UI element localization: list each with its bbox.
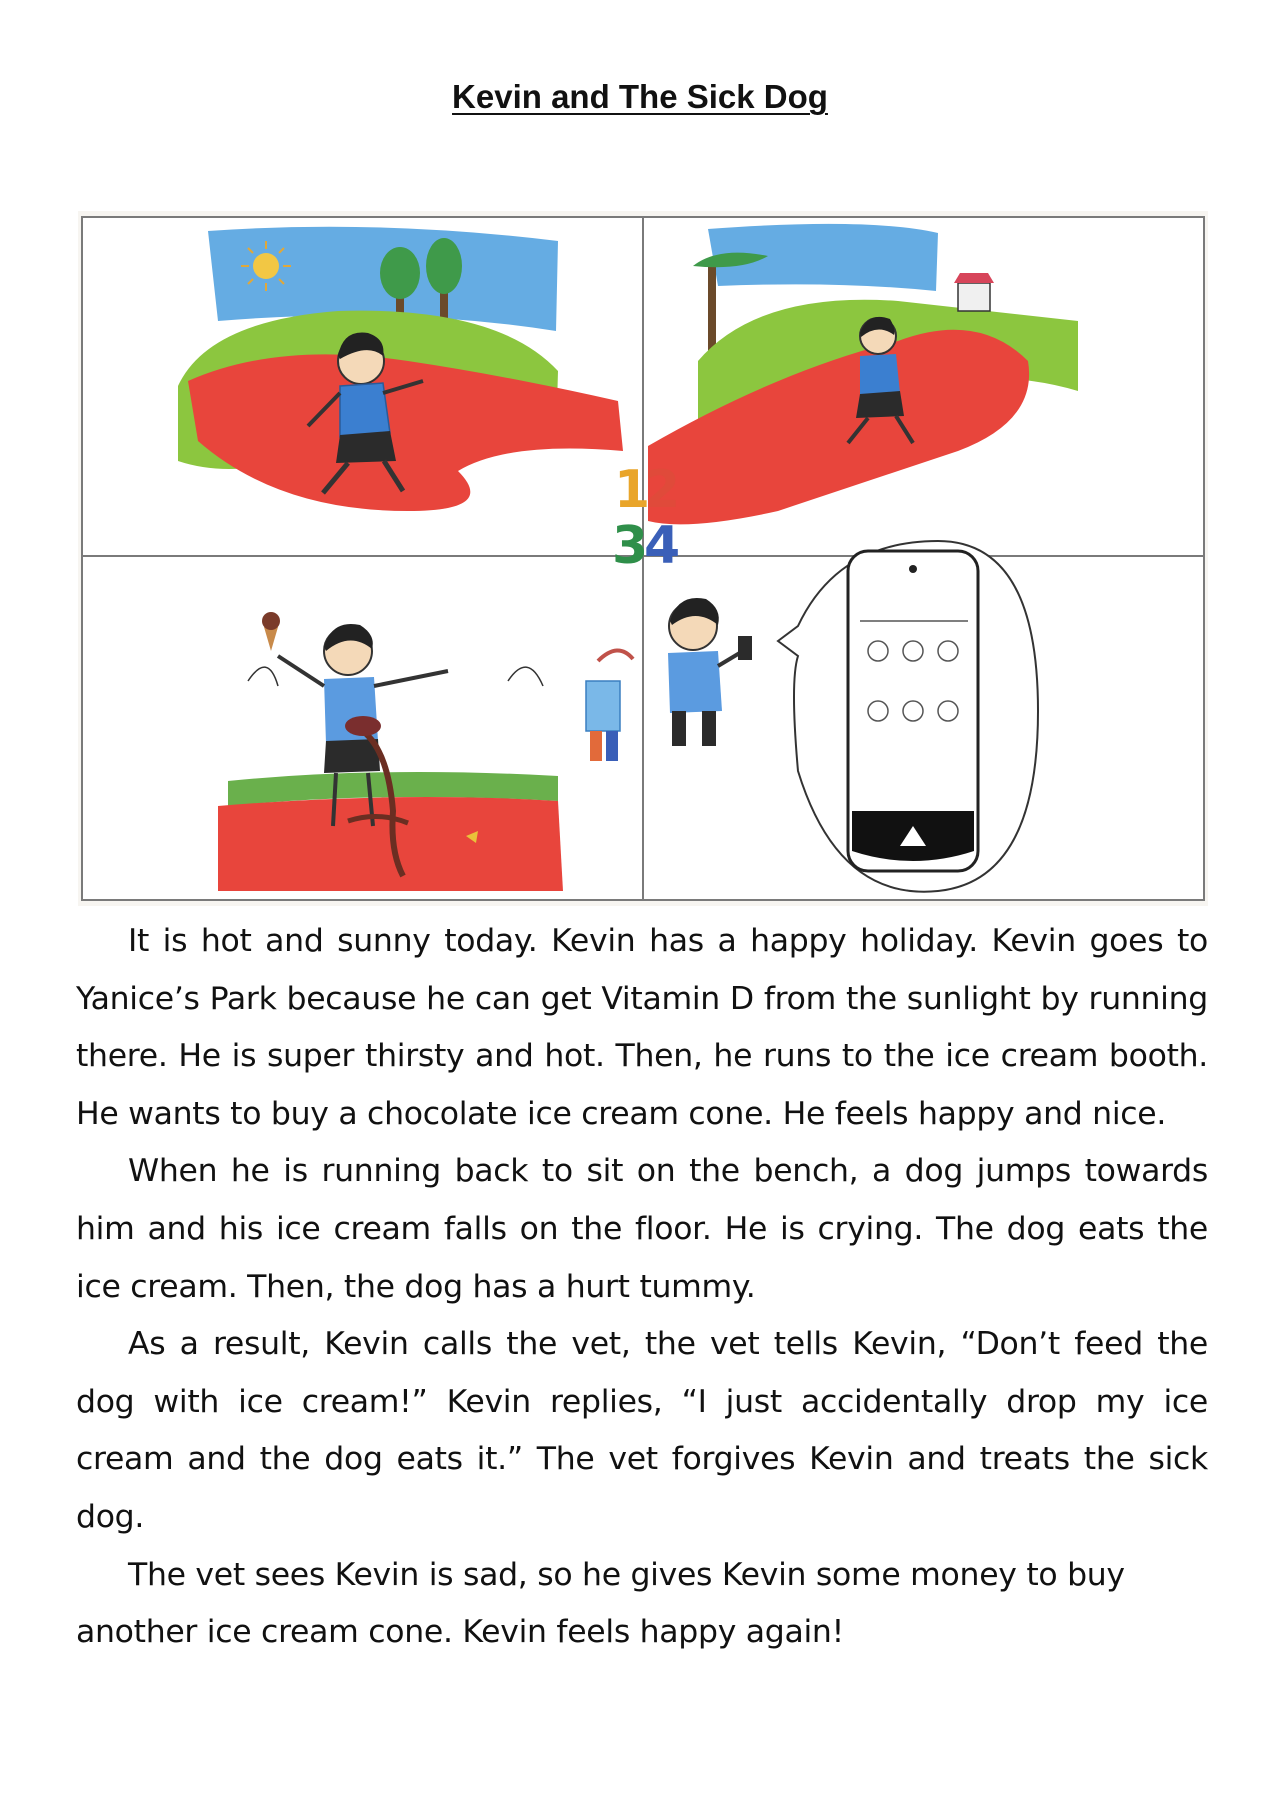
panel-number-2: 2: [644, 460, 681, 520]
story-illustration: [78, 211, 1208, 906]
four-panel-drawing: [78, 211, 1208, 906]
story-paragraph: As a result, Kevin calls the vet, the vet tells Kevin, “Don’t feed the dog with ice cream!” Kevin replies, “I just accidentally drop my ice cream and the dog eats it.” The vet forgives Kevin and treats the sick dog.: [76, 1326, 1208, 1535]
booth-icon: [954, 273, 994, 311]
panel-number-3: 3: [612, 516, 649, 576]
panel-number-1: 1: [614, 460, 651, 520]
phone-screen-icon: [848, 551, 978, 871]
panel-numbers: [612, 460, 680, 576]
document-title: Kevin and The Sick Dog: [452, 78, 828, 115]
story-paragraph: It is hot and sunny today. Kevin has a happy holiday. Kevin goes to Yanice’s Park because he can get Vitamin D from the sunlight by running there. He is super thirsty and hot. Then, he runs to the ice cream booth. He wants to buy a chocolate ice cream cone. He feels happy and nice.: [76, 923, 1208, 1132]
story-paragraph: When he is running back to sit on the bench, a dog jumps towards him and his ice cream falls on the floor. He is crying. The dog eats the ice cream. Then, the dog has a hurt tummy.: [76, 1153, 1208, 1305]
story-text: [76, 913, 1208, 1662]
phone-in-hand-icon: [738, 636, 752, 660]
panel-number-4: 4: [644, 516, 681, 576]
story-paragraph: The vet sees Kevin is sad, so he gives Kevin some money to buy another ice cream cone. Kevin feels happy again!: [76, 1556, 1125, 1651]
sun-icon: [241, 241, 291, 291]
